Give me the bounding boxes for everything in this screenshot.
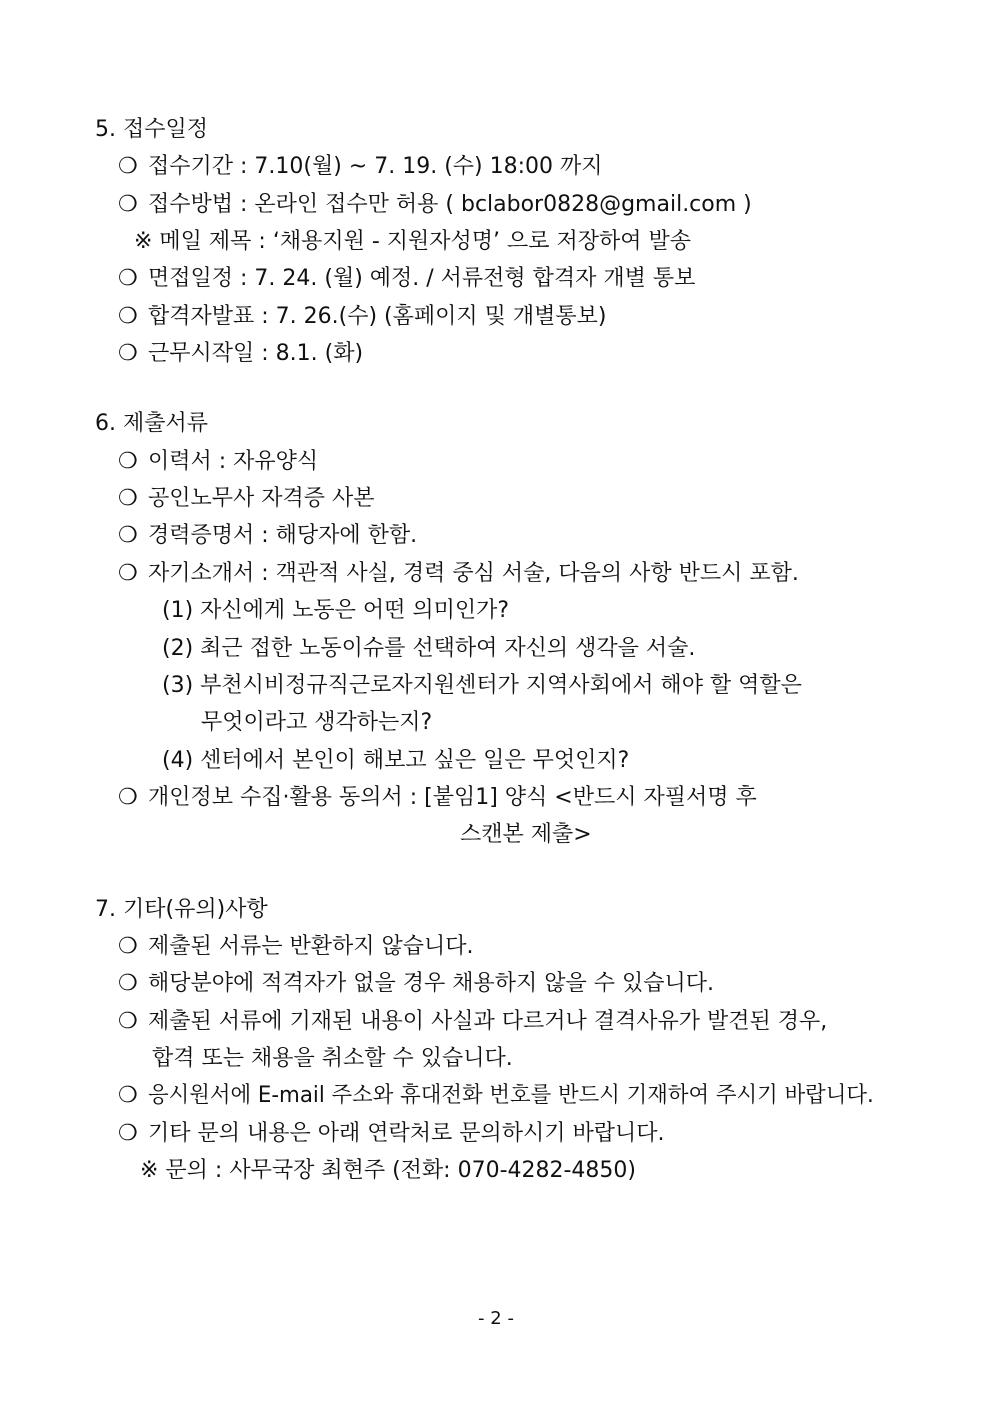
list-item — [118, 448, 318, 476]
list-item — [118, 1082, 896, 1110]
announcement-date: 합격자발표 : 7. 26.(수) (홈페이지 및 개별통보) — [148, 304, 607, 329]
cover-letter-question-3: (3) 부천시비정규직근로자지원센터가 지역사회에서 해야 할 역할은 — [162, 673, 802, 698]
reception-method: 접수방법 : 온라인 접수만 허용 ( bclabor0828@gmail.com ) — [148, 192, 752, 217]
cover-letter-question-1: (1) 자신에게 노동은 어떤 의미인가? — [162, 598, 510, 623]
bullet-icon: ❍ — [118, 192, 138, 217]
list-item — [118, 784, 757, 812]
bullet-icon: ❍ — [118, 523, 138, 548]
list-item — [118, 303, 606, 331]
cover-letter-question-4: (4) 센터에서 본인이 해보고 싶은 일은 무엇인지? — [162, 748, 630, 773]
section-6-title: 6. 제출서류 — [95, 411, 208, 436]
consent-form-item: 개인정보 수집·활용 동의서 : [붙임1] 양식 <반드시 자필서명 후 — [148, 785, 757, 810]
bullet-icon: ❍ — [118, 154, 138, 179]
bullet-icon: ❍ — [118, 971, 138, 996]
list-item — [118, 153, 603, 181]
list-item — [118, 1120, 665, 1148]
bullet-icon: ❍ — [118, 1121, 138, 1146]
list-item — [118, 340, 363, 368]
cover-letter-question-3-cont: 무엇이라고 생각하는지? — [201, 710, 433, 735]
bullet-icon: ❍ — [118, 561, 138, 586]
email-subject-note: ※ 메일 제목 : ‘채용지원 - 지원자성명’ 으로 저장하여 발송 — [134, 229, 692, 254]
cover-letter-question-2: (2) 최근 접한 노동이슈를 선택하여 자신의 생각을 서술. — [162, 636, 696, 661]
bullet-icon: ❍ — [118, 1009, 138, 1034]
reception-period: 접수기간 : 7.10(월) ~ 7. 19. (수) 18:00 까지 — [148, 154, 603, 179]
bullet-icon: ❍ — [118, 341, 138, 366]
list-item — [118, 560, 799, 588]
bullet-icon: ❍ — [118, 934, 138, 959]
page-number: - 2 - — [478, 1308, 514, 1329]
list-item — [118, 933, 474, 961]
resume-item: 이력서 : 자유양식 — [148, 449, 319, 474]
bullet-icon: ❍ — [118, 304, 138, 329]
list-item — [118, 1008, 827, 1036]
false-info-notice-cont: 합격 또는 채용을 취소할 수 있습니다. — [152, 1046, 513, 1071]
consent-form-continuation: 스캔본 제출> — [460, 822, 592, 847]
list-item — [118, 970, 714, 998]
cover-letter-item: 자기소개서 : 객관적 사실, 경력 중심 서술, 다음의 사항 반드시 포함. — [148, 561, 799, 586]
contact-line: ※ 문의 : 사무국장 최현주 (전화: 070-4282-4850) — [140, 1158, 637, 1183]
list-item — [118, 191, 752, 219]
interview-schedule: 면접일정 : 7. 24. (월) 예정. / 서류전형 합격자 개별 통보 — [148, 266, 696, 291]
career-certificate-item: 경력증명서 : 해당자에 한함. — [148, 523, 418, 548]
bullet-icon: ❍ — [118, 449, 138, 474]
bullet-icon: ❍ — [118, 486, 138, 511]
no-return-notice: 제출된 서류는 반환하지 않습니다. — [148, 934, 474, 959]
bullet-icon: ❍ — [118, 785, 138, 810]
contact-info-notice: 응시원서에 E-mail 주소와 휴대전화 번호를 반드시 기재하여 주시기 바랍니다. — [148, 1083, 874, 1108]
section-5-title: 5. 접수일정 — [95, 117, 208, 142]
license-item: 공인노무사 자격증 사본 — [148, 486, 375, 511]
inquiry-notice: 기타 문의 내용은 아래 연락처로 문의하시기 바랍니다. — [148, 1121, 665, 1146]
bullet-icon: ❍ — [118, 1083, 138, 1108]
bullet-icon: ❍ — [118, 266, 138, 291]
start-date: 근무시작일 : 8.1. (화) — [148, 341, 364, 366]
list-item — [118, 522, 417, 550]
false-info-notice: 제출된 서류에 기재된 내용이 사실과 다르거나 결격사유가 발견된 경우, — [148, 1009, 828, 1034]
no-hire-notice: 해당분야에 적격자가 없을 경우 채용하지 않을 수 있습니다. — [148, 971, 714, 996]
section-7-title: 7. 기타(유의)사항 — [95, 897, 268, 922]
list-item — [118, 265, 695, 293]
list-item — [118, 485, 375, 513]
